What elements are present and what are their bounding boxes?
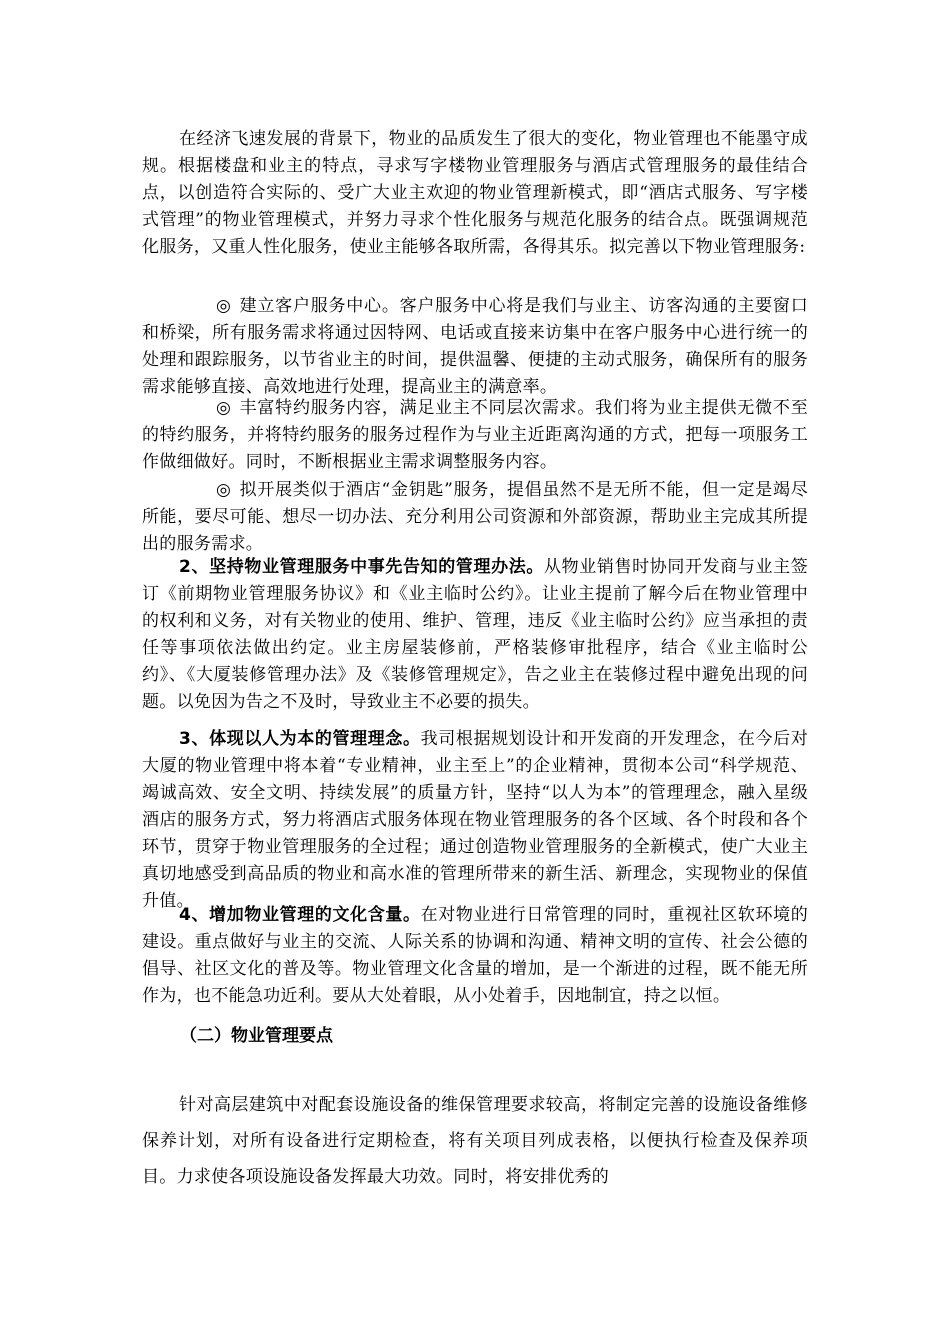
bullet-text: 拟开展类似于酒店“金钥匙”服务，提倡虽然不是无所不能，但一定是竭尽所能，要尽可能、想尽一切办法、充分利用公司资源和外部资源，帮助业主完成其所提出的服务需求。 (142, 480, 808, 554)
bullet-special-services (142, 395, 808, 476)
item-3-title: 3、体现以人为本的管理理念。 (179, 729, 421, 749)
item-3-body: 我司根据规划设计和开发商的开发理念，在今后对大厦的物业管理中将本着“专业精神，业主至上”的企业精神，贯彻本公司“科学规范、竭诚高效、安全文明、持续发展”的质量方针，坚持“以人为本”的管理理念，融入星级酒店的服务方式，努力将酒店式服务体现在物业管理服务的各个区域、各个时段和各个环节，贯穿于物业管理服务的全过程；通过创造物业管理服务的全新模式，使广大业主真切地感受到高品质的物业和高水准的管理所带来的新生活、新理念，实现物业的保值升值。 (142, 729, 808, 911)
item-2-body: 从物业销售时协同开发商与业主签订《前期物业管理服务协议》和《业主临时公约》。让业主提前了解今后在物业管理中的权利和义务，对有关物业的使用、维护、管理，违反《业主临时公约》应当承担的责任等事项依法做出约定。业主房屋装修前，严格装修审批程序，结合《业主临时公约》、《大厦装修管理办法》及《装修管理规定》，告之业主在装修过程中避免出现的问题。以免因为告之不及时，导致业主不必要的损失。 (142, 557, 808, 712)
intro-paragraph: 在经济飞速发展的背景下，物业的品质发生了很大的变化，物业管理也不能墨守成规。根据楼盘和业主的特点，寻求写字楼物业管理服务与酒店式管理服务的最佳结合点，以创造符合实际的、受广大业主欢迎的物业管理新模式，即“酒店式服务、写字楼式管理”的物业管理模式，并努力寻求个性化服务与规范化服务的结合点。既强调规范化服务，又重人性化服务，使业主能够各取所需，各得其乐。拟完善以下物业管理服务: (142, 129, 808, 257)
bullet-text: 建立客户服务中心。客户服务中心将是我们与业主、访客沟通的主要窗口和桥梁，所有服务需求将通过因特网、电话或直接来访集中在客户服务中心进行统一的处理和跟踪服务，以节省业主的时间，提供温馨、便捷的主动式服务，确保所有的服务需求能够直接、高效地进行处理，提高业主的满意率。 (142, 296, 808, 397)
item-4-body: 在对物业进行日常管理的同时，重视社区软环境的建设。重点做好与业主的交流、人际关系的协调和沟通、精神文明的宣传、社会公德的倡导、社区文化的普及等。物业管理文化含量的增加，是一个渐进的过程，既不能无所作为，也不能急功近利。要从大处着眼，从小处着手，因地制宜，持之以恒。 (142, 905, 808, 1006)
item-2-title: 2、坚持物业管理服务中事先告知的管理办法。 (179, 557, 544, 577)
bullet-mark-icon: ◎ (216, 480, 232, 500)
section-heading: （二）物业管理要点 (180, 1026, 333, 1046)
item-4-paragraph (142, 902, 808, 1010)
item-4-title: 4、增加物业管理的文化含量。 (179, 905, 421, 925)
bullet-text: 丰富特约服务内容，满足业主不同层次需求。我们将为业主提供无微不至的特约服务，并将特约服务的服务过程作为与业主近距离沟通的方式，把每一项服务工作做细做好。同时，不断根据业主需求调整服务内容。 (142, 398, 808, 472)
bullet-mark-icon: ◎ (216, 296, 232, 316)
bullet-golden-key-service (142, 477, 808, 558)
section-2-paragraph: 针对高层建筑中对配套设施设备的维保管理要求较高，将制定完善的设施设备维修保养计划，对所有设备进行定期检查，将有关项目列成表格，以便执行检查及保养项目。力求使各项设施设备发挥最大功效。同时，将安排优秀的 (142, 1095, 808, 1187)
bullet-mark-icon: ◎ (216, 398, 232, 418)
item-2-paragraph (142, 554, 808, 716)
bullet-customer-service-center (142, 293, 808, 401)
item-3-paragraph (142, 726, 808, 915)
